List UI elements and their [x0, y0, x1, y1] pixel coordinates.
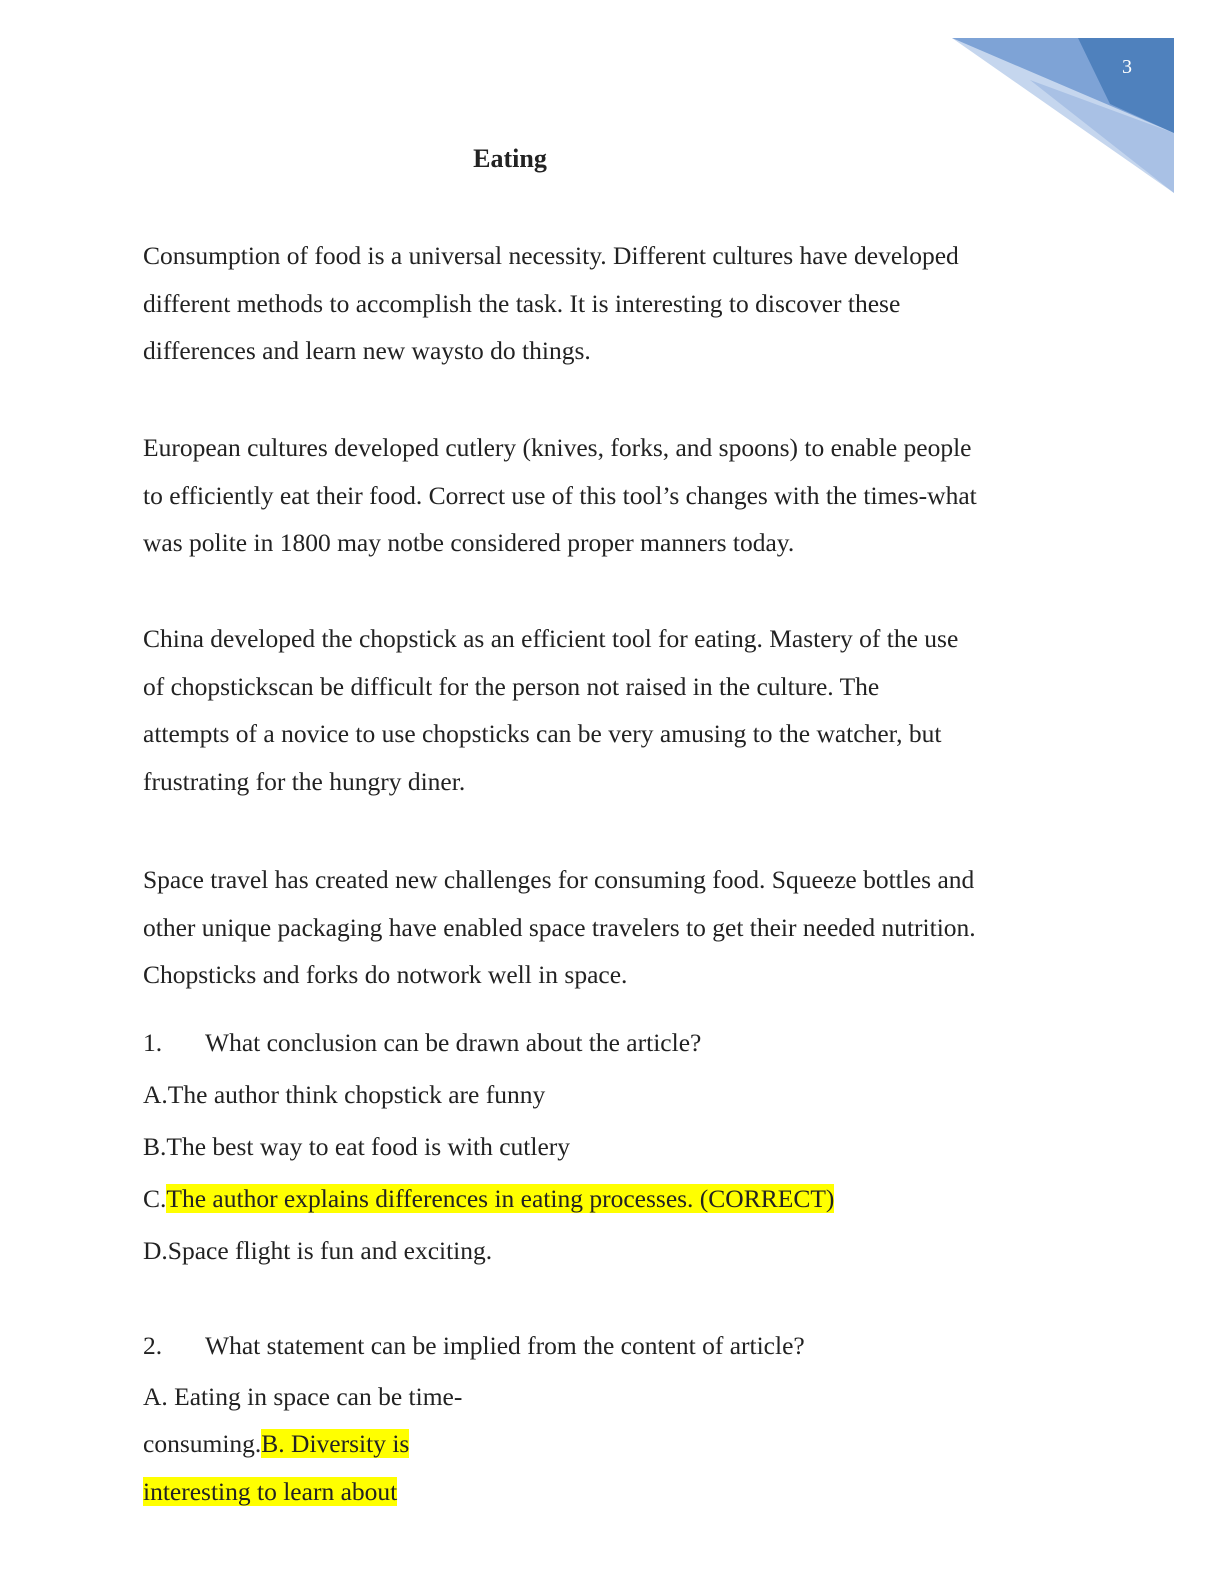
document-title: Eating [473, 144, 547, 173]
paragraph-space [143, 856, 1073, 999]
question-2-line-2 [143, 1427, 409, 1461]
paragraph-line: Chopsticks and forks do notwork well in space. [143, 960, 628, 990]
paragraph-european [143, 424, 1073, 567]
option-text-highlighted: interesting to learn about [143, 1477, 398, 1506]
question-2-line-1 [143, 1380, 462, 1414]
option-text: The author think chopstick are funny [167, 1080, 546, 1109]
option-text-highlighted: B. Diversity is [261, 1429, 410, 1458]
question-2-line-3 [143, 1475, 397, 1509]
question-1-option-b [143, 1130, 570, 1164]
page-number: 3 [1122, 56, 1132, 78]
paragraph-line: Space travel has created new challenges for consuming food. Squeeze bottles and [143, 865, 975, 894]
paragraph-line: different methods to accomplish the task. It is interesting to discover these [143, 288, 901, 318]
question-1-option-d [143, 1234, 492, 1268]
question-text: What statement can be implied from the content of article? [205, 1331, 805, 1360]
question-1 [143, 1026, 701, 1060]
question-number: 1. [143, 1028, 163, 1057]
paragraph-line: attempts of a novice to use chopsticks can be very amusing to the watcher, but [143, 719, 942, 749]
option-text: Space flight is fun and exciting. [167, 1236, 493, 1265]
paragraph-line: to efficiently eat their food. Correct use of this tool’s changes with the times-what [143, 480, 977, 510]
question-number: 2. [143, 1331, 163, 1360]
option-text: The best way to eat food is with cutlery [166, 1132, 571, 1161]
question-1-option-a [143, 1078, 545, 1112]
paragraph-line: was polite in 1800 may notbe considered proper manners today. [143, 528, 795, 558]
option-letter: B. [143, 1132, 167, 1161]
paragraph-line: European cultures developed cutlery (knives, forks, and spoons) to enable people [143, 433, 972, 462]
option-letter: C. [143, 1184, 167, 1213]
option-text-highlighted: The author explains differences in eating processes. (CORRECT) [166, 1184, 835, 1213]
option-letter: A. [143, 1080, 168, 1109]
corner-triangle-decoration [0, 0, 1224, 240]
paragraph-line: China developed the chopstick as an efficient tool for eating. Mastery of the use [143, 624, 959, 653]
paragraph-intro [143, 232, 1073, 375]
paragraph-line: Consumption of food is a universal necessity. Different cultures have developed [143, 241, 959, 270]
option-text: A. Eating in space can be time- [143, 1382, 463, 1411]
question-text: What conclusion can be drawn about the article? [205, 1028, 702, 1057]
paragraph-line: of chopstickscan be difficult for the person not raised in the culture. The [143, 671, 880, 701]
question-2 [143, 1329, 805, 1363]
paragraph-line: differences and learn new waysto do things. [143, 336, 591, 366]
paragraph-line: other unique packaging have enabled space travelers to get their needed nutrition. [143, 912, 976, 942]
option-letter: D. [143, 1236, 168, 1265]
paragraph-line: frustrating for the hungry diner. [143, 767, 466, 797]
question-1-option-c [143, 1182, 834, 1216]
option-text: consuming. [143, 1429, 262, 1458]
paragraph-china [143, 615, 1073, 806]
